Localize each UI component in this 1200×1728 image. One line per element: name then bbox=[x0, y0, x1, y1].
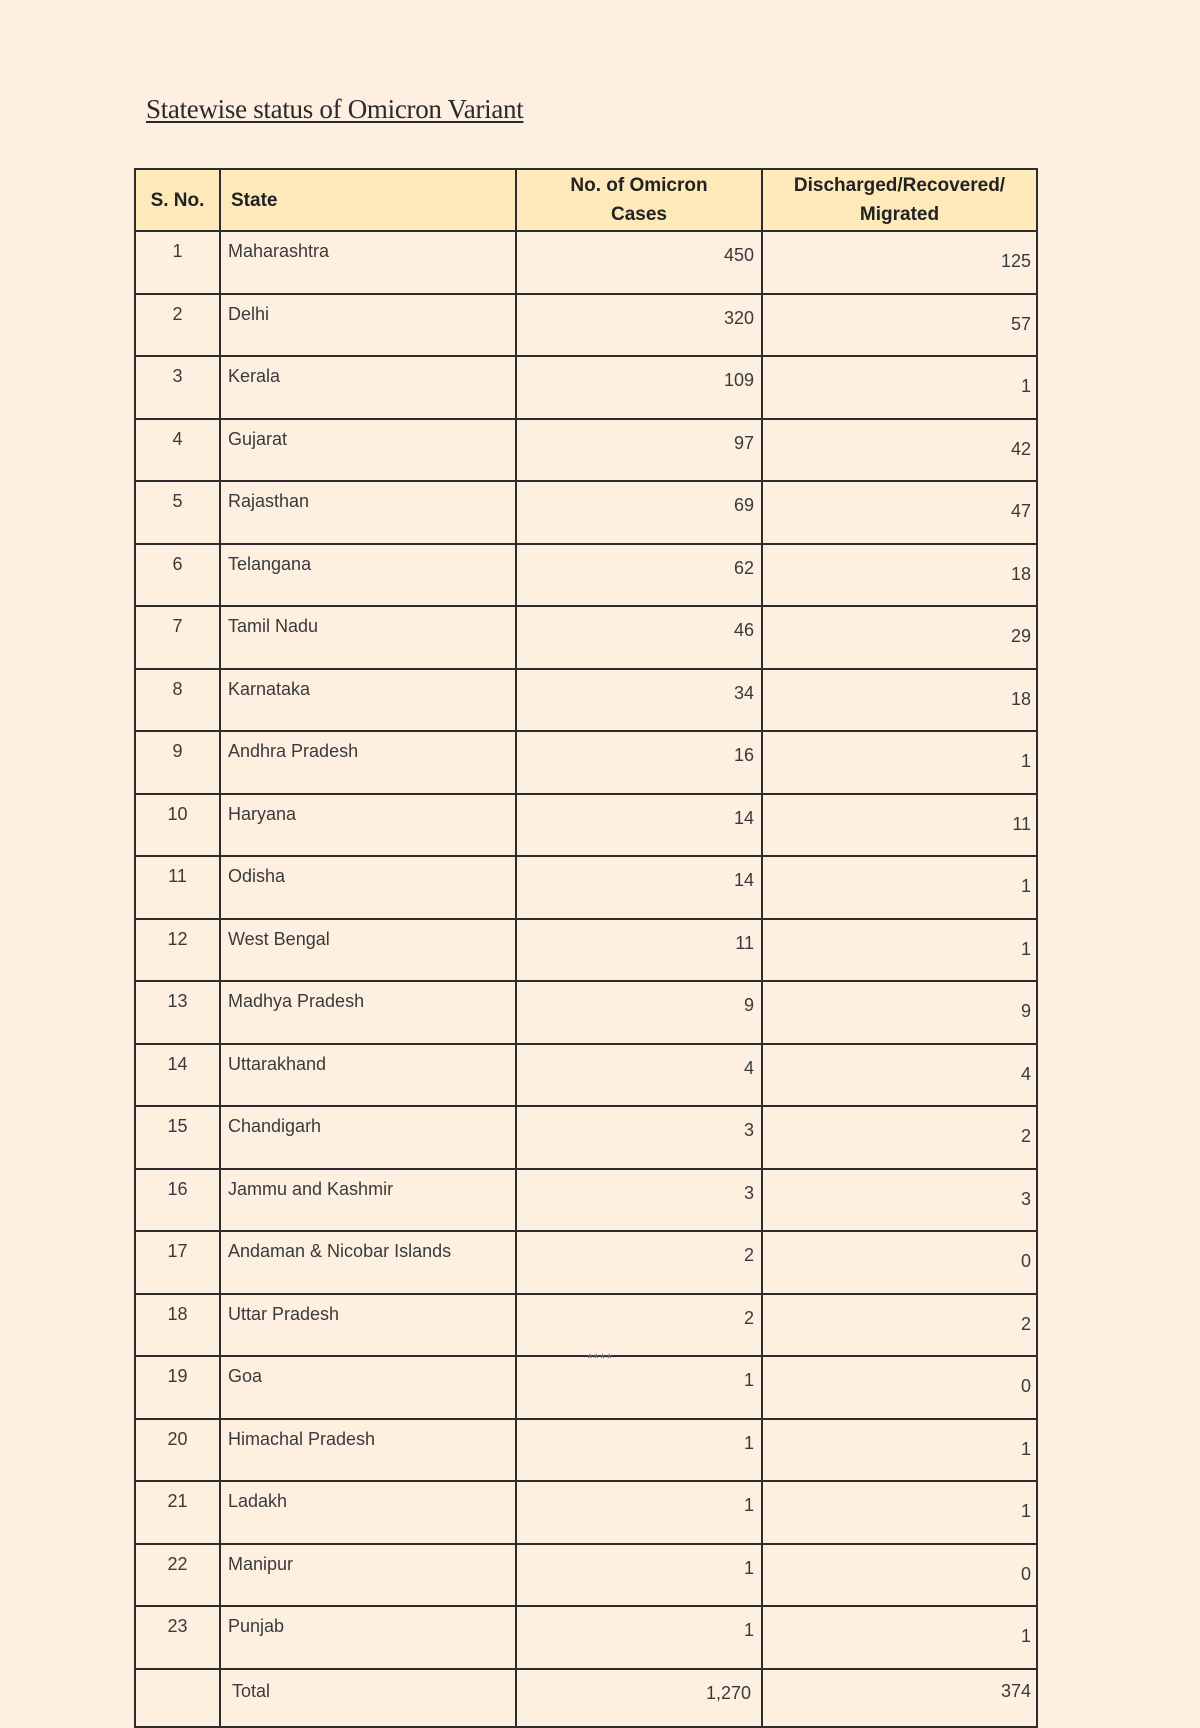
table-row bbox=[135, 919, 1037, 982]
table-row bbox=[135, 419, 1037, 482]
discharged-cell: 1 bbox=[762, 1419, 1037, 1482]
cases-cell: 34 bbox=[516, 669, 762, 732]
table-row bbox=[135, 356, 1037, 419]
sno-cell: 7 bbox=[135, 606, 220, 669]
discharged-cell: 57 bbox=[762, 294, 1037, 357]
sno-cell: 1 bbox=[135, 231, 220, 294]
cases-cell: 97 bbox=[516, 419, 762, 482]
end-marker: **** bbox=[587, 1350, 613, 1366]
state-cell: Ladakh bbox=[220, 1481, 516, 1544]
sno-cell: 18 bbox=[135, 1294, 220, 1357]
state-cell: Uttar Pradesh bbox=[220, 1294, 516, 1357]
discharged-cell: 4 bbox=[762, 1044, 1037, 1107]
discharged-cell: 1 bbox=[762, 856, 1037, 919]
discharged-cell: 11 bbox=[762, 794, 1037, 857]
cases-cell: 320 bbox=[516, 294, 762, 357]
table-row bbox=[135, 1544, 1037, 1607]
sno-cell: 14 bbox=[135, 1044, 220, 1107]
table-row bbox=[135, 481, 1037, 544]
header-state: State bbox=[220, 169, 516, 231]
state-cell: Odisha bbox=[220, 856, 516, 919]
table-row bbox=[135, 794, 1037, 857]
table-row bbox=[135, 1106, 1037, 1169]
sno-cell: 13 bbox=[135, 981, 220, 1044]
state-cell: Kerala bbox=[220, 356, 516, 419]
sno-cell: 15 bbox=[135, 1106, 220, 1169]
state-cell: Rajasthan bbox=[220, 481, 516, 544]
cases-cell: 1 bbox=[516, 1356, 762, 1419]
cases-cell: 109 bbox=[516, 356, 762, 419]
sno-cell: 3 bbox=[135, 356, 220, 419]
sno-cell: 11 bbox=[135, 856, 220, 919]
cases-cell: 1 bbox=[516, 1544, 762, 1607]
cases-cell: 62 bbox=[516, 544, 762, 607]
table-row bbox=[135, 1169, 1037, 1232]
table-row bbox=[135, 544, 1037, 607]
sno-cell: 21 bbox=[135, 1481, 220, 1544]
discharged-cell: 42 bbox=[762, 419, 1037, 482]
page-title: Statewise status of Omicron Variant bbox=[146, 94, 524, 124]
table-header-row bbox=[135, 169, 1037, 231]
table-row bbox=[135, 731, 1037, 794]
table-row bbox=[135, 669, 1037, 732]
discharged-cell: 1 bbox=[762, 731, 1037, 794]
sno-cell: 17 bbox=[135, 1231, 220, 1294]
table-row bbox=[135, 1419, 1037, 1482]
discharged-cell: 0 bbox=[762, 1356, 1037, 1419]
discharged-cell: 9 bbox=[762, 981, 1037, 1044]
header-discharged bbox=[762, 169, 1037, 231]
cases-cell: 46 bbox=[516, 606, 762, 669]
state-cell: Tamil Nadu bbox=[220, 606, 516, 669]
cases-cell: 450 bbox=[516, 231, 762, 294]
sno-cell: 23 bbox=[135, 1606, 220, 1669]
state-cell: Gujarat bbox=[220, 419, 516, 482]
sno-cell: 4 bbox=[135, 419, 220, 482]
sno-cell: 22 bbox=[135, 1544, 220, 1607]
sno-cell: 10 bbox=[135, 794, 220, 857]
discharged-cell: 1 bbox=[762, 1481, 1037, 1544]
table-row bbox=[135, 1044, 1037, 1107]
header-discharged-label: Discharged/Recovered/ Migrated bbox=[793, 175, 1006, 225]
state-cell: Himachal Pradesh bbox=[220, 1419, 516, 1482]
discharged-cell: 2 bbox=[762, 1294, 1037, 1357]
table-row bbox=[135, 1231, 1037, 1294]
header-cases-label: No. of Omicron Cases bbox=[570, 175, 708, 225]
state-cell: Maharashtra bbox=[220, 231, 516, 294]
discharged-cell: 18 bbox=[762, 669, 1037, 732]
state-cell: Goa bbox=[220, 1356, 516, 1419]
state-cell: Madhya Pradesh bbox=[220, 981, 516, 1044]
sno-cell: 9 bbox=[135, 731, 220, 794]
total-row bbox=[135, 1669, 1037, 1727]
state-cell: Punjab bbox=[220, 1606, 516, 1669]
sno-cell: 2 bbox=[135, 294, 220, 357]
cases-cell: 1 bbox=[516, 1606, 762, 1669]
table-row bbox=[135, 1481, 1037, 1544]
header-sno: S. No. bbox=[135, 169, 220, 231]
discharged-cell: 0 bbox=[762, 1231, 1037, 1294]
cases-cell: 3 bbox=[516, 1169, 762, 1232]
cases-cell: 3 bbox=[516, 1106, 762, 1169]
state-cell: West Bengal bbox=[220, 919, 516, 982]
sno-cell: 16 bbox=[135, 1169, 220, 1232]
table-row bbox=[135, 606, 1037, 669]
discharged-cell: 3 bbox=[762, 1169, 1037, 1232]
state-cell: Manipur bbox=[220, 1544, 516, 1607]
state-cell: Chandigarh bbox=[220, 1106, 516, 1169]
cases-cell: 2 bbox=[516, 1294, 762, 1357]
discharged-cell: 29 bbox=[762, 606, 1037, 669]
state-cell: Telangana bbox=[220, 544, 516, 607]
header-cases bbox=[516, 169, 762, 231]
discharged-cell: 374 bbox=[762, 1669, 1037, 1727]
discharged-cell: 47 bbox=[762, 481, 1037, 544]
sno-cell: 8 bbox=[135, 669, 220, 732]
state-cell: Delhi bbox=[220, 294, 516, 357]
sno-cell: 5 bbox=[135, 481, 220, 544]
discharged-cell: 0 bbox=[762, 1544, 1037, 1607]
cases-cell: 16 bbox=[516, 731, 762, 794]
sno-cell bbox=[135, 1669, 220, 1727]
cases-cell: 1 bbox=[516, 1481, 762, 1544]
discharged-cell: 18 bbox=[762, 544, 1037, 607]
cases-cell: 14 bbox=[516, 794, 762, 857]
state-cell: Jammu and Kashmir bbox=[220, 1169, 516, 1232]
cases-cell: 4 bbox=[516, 1044, 762, 1107]
cases-cell: 69 bbox=[516, 481, 762, 544]
state-cell: Haryana bbox=[220, 794, 516, 857]
cases-cell: 1,270 bbox=[516, 1669, 762, 1727]
table-row bbox=[135, 981, 1037, 1044]
table-row bbox=[135, 294, 1037, 357]
discharged-cell: 1 bbox=[762, 1606, 1037, 1669]
sno-cell: 12 bbox=[135, 919, 220, 982]
table-row bbox=[135, 856, 1037, 919]
discharged-cell: 1 bbox=[762, 919, 1037, 982]
cases-cell: 11 bbox=[516, 919, 762, 982]
omicron-status-table bbox=[134, 168, 1038, 1728]
table-row bbox=[135, 1606, 1037, 1669]
sno-cell: 19 bbox=[135, 1356, 220, 1419]
sno-cell: 20 bbox=[135, 1419, 220, 1482]
table-row bbox=[135, 1294, 1037, 1357]
cases-cell: 9 bbox=[516, 981, 762, 1044]
discharged-cell: 125 bbox=[762, 231, 1037, 294]
cases-cell: 2 bbox=[516, 1231, 762, 1294]
state-cell: Karnataka bbox=[220, 669, 516, 732]
cases-cell: 1 bbox=[516, 1419, 762, 1482]
discharged-cell: 1 bbox=[762, 356, 1037, 419]
discharged-cell: 2 bbox=[762, 1106, 1037, 1169]
cases-cell: 14 bbox=[516, 856, 762, 919]
state-cell: Andaman & Nicobar Islands bbox=[220, 1231, 516, 1294]
state-cell: Uttarakhand bbox=[220, 1044, 516, 1107]
table-row bbox=[135, 231, 1037, 294]
sno-cell: 6 bbox=[135, 544, 220, 607]
state-cell: Andhra Pradesh bbox=[220, 731, 516, 794]
state-cell: Total bbox=[220, 1669, 516, 1727]
table-body bbox=[135, 231, 1037, 1727]
